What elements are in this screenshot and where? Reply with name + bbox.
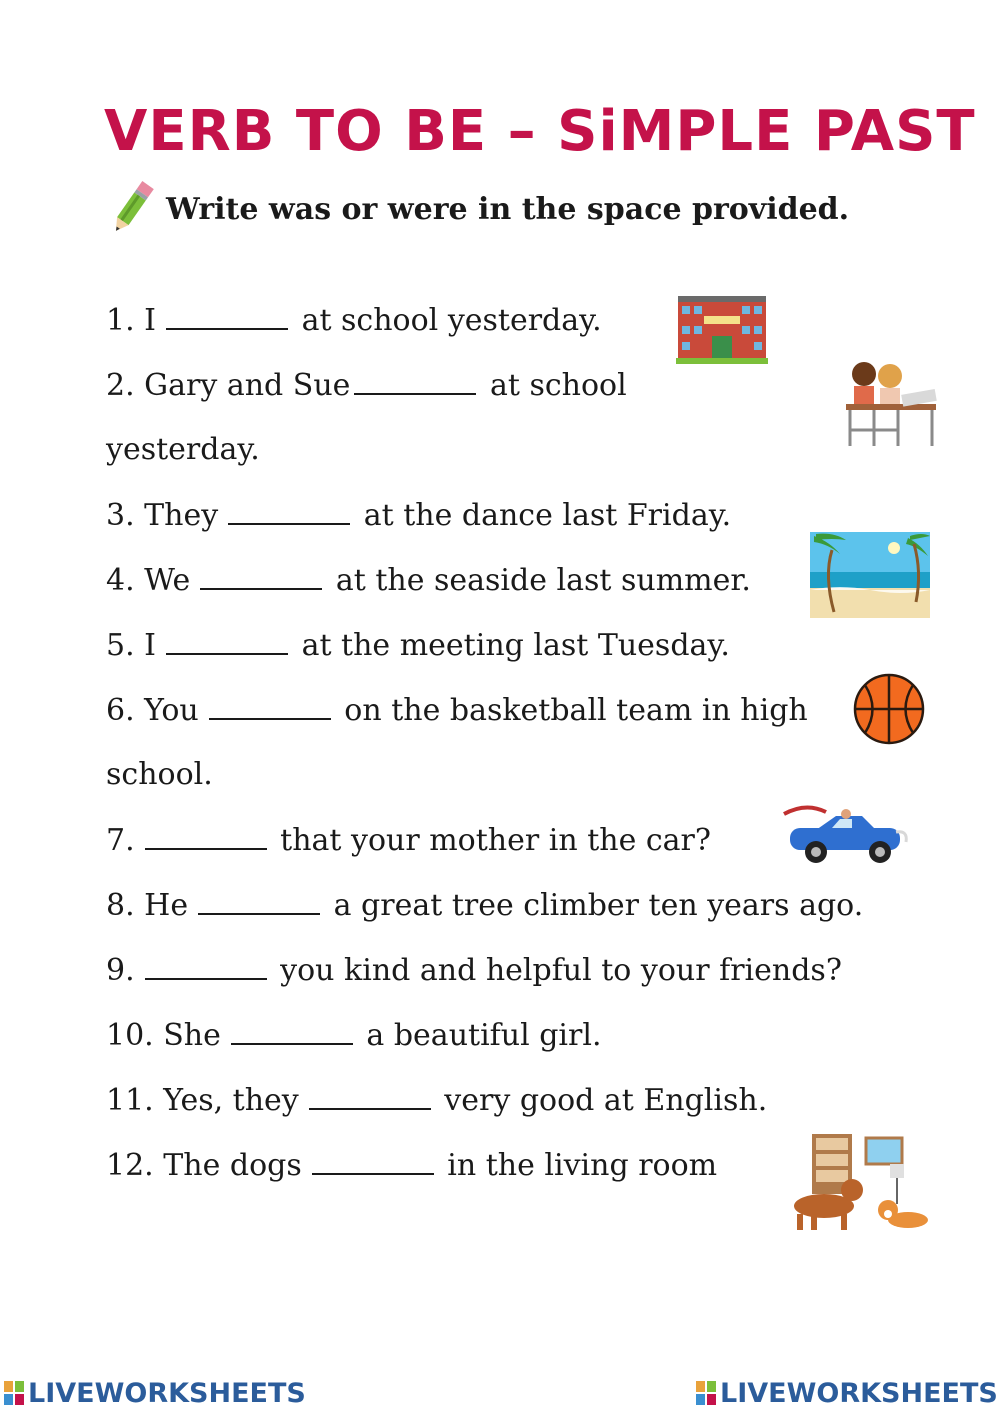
beach-icon xyxy=(810,532,930,618)
question-1: 1. I at school yesterday. xyxy=(106,303,602,338)
answer-blank-9[interactable] xyxy=(145,952,267,980)
liveworksheets-logo-icon xyxy=(4,1381,24,1405)
answer-blank-1[interactable] xyxy=(166,302,288,330)
liveworksheets-logo-icon xyxy=(696,1381,716,1405)
footer-logo-left: LIVEWORKSHEETS xyxy=(4,1378,306,1409)
pencil-icon xyxy=(104,178,160,238)
answer-blank-12[interactable] xyxy=(312,1147,434,1175)
car-icon xyxy=(776,802,910,868)
answer-blank-10[interactable] xyxy=(231,1017,353,1045)
question-4: 4. We at the seaside last summer. xyxy=(106,563,751,598)
question-12: 12. The dogs in the living room xyxy=(106,1148,718,1183)
basketball-icon xyxy=(852,672,926,746)
answer-blank-2[interactable] xyxy=(354,367,476,395)
dogs-icon xyxy=(784,1134,934,1234)
question-3: 3. They at the dance last Friday. xyxy=(106,498,732,533)
question-11: 11. Yes, they very good at English. xyxy=(106,1083,768,1118)
footer-logo-right: LIVEWORKSHEETS xyxy=(696,1378,998,1409)
answer-blank-5[interactable] xyxy=(166,627,288,655)
question-6-continued: school. xyxy=(106,757,213,792)
answer-blank-3[interactable] xyxy=(228,497,350,525)
students-icon xyxy=(838,358,942,450)
answer-blank-8[interactable] xyxy=(198,887,320,915)
worksheet-title: VERB TO BE – SiMPLE PAST xyxy=(104,99,976,164)
question-6: 6. You on the basketball team in high xyxy=(106,693,808,728)
answer-blank-6[interactable] xyxy=(209,692,331,720)
instruction-row xyxy=(104,178,964,238)
question-2: 2. Gary and Sue at school xyxy=(106,368,627,403)
question-5: 5. I at the meeting last Tuesday. xyxy=(106,628,730,663)
question-7: 7. that your mother in the car? xyxy=(106,823,711,858)
answer-blank-4[interactable] xyxy=(200,562,322,590)
answer-blank-7[interactable] xyxy=(145,822,267,850)
question-9: 9. you kind and helpful to your friends? xyxy=(106,953,842,988)
instruction-text: Write was or were in the space provided. xyxy=(166,192,850,227)
question-2-continued: yesterday. xyxy=(106,432,260,467)
answer-blank-11[interactable] xyxy=(309,1082,431,1110)
school-icon xyxy=(676,292,768,364)
question-8: 8. He a great tree climber ten years ago. xyxy=(106,888,864,923)
question-10: 10. She a beautiful girl. xyxy=(106,1018,602,1053)
